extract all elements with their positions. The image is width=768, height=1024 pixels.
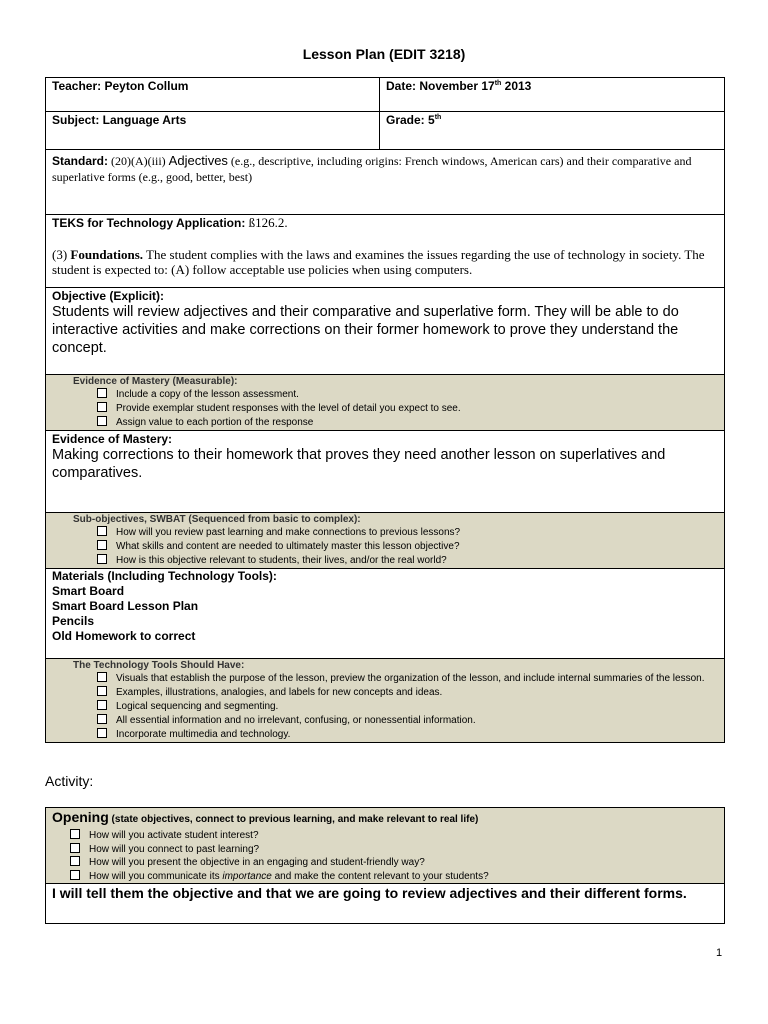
standard-code: (20)(A)(iii) bbox=[108, 154, 169, 168]
checklist-item-text: Provide exemplar student responses with the level of detail you expect to see. bbox=[116, 403, 461, 414]
checklist-item bbox=[70, 856, 718, 870]
checkbox-icon bbox=[97, 540, 107, 550]
checkbox-icon bbox=[97, 672, 107, 682]
page-number: 1 bbox=[716, 947, 723, 959]
checkbox-icon bbox=[97, 416, 107, 426]
checkbox-icon bbox=[97, 714, 107, 724]
subject-field: Subject: Language Arts bbox=[52, 113, 187, 127]
teks-heading: TEKS for Technology Application: ß126.2. bbox=[52, 215, 288, 230]
materials-item: Pencils bbox=[52, 614, 95, 628]
checkbox-icon bbox=[70, 843, 80, 853]
standard-term: Adjectives bbox=[168, 153, 228, 168]
teacher-cell bbox=[46, 78, 380, 112]
mastery-guide-label: Evidence of Mastery (Measurable): bbox=[73, 376, 238, 387]
checkbox-icon bbox=[97, 402, 107, 412]
tools-guide-list bbox=[73, 672, 724, 742]
checklist-item-text: Include a copy of the lesson assessment. bbox=[116, 389, 299, 400]
objective-text: Students will review adjectives and their comparative and superlative form. They will be able to do interactive activities and make corrections on their former homework to prove they understand the concept. bbox=[52, 304, 679, 356]
teks-cell bbox=[46, 215, 725, 288]
checkbox-icon bbox=[97, 526, 107, 536]
materials-item: Old Homework to correct bbox=[52, 629, 196, 643]
checklist-item bbox=[97, 700, 724, 714]
checkbox-icon bbox=[70, 829, 80, 839]
checklist-item-text: Assign value to each portion of the response bbox=[116, 417, 314, 428]
date-cell bbox=[380, 78, 725, 112]
checkbox-icon bbox=[97, 686, 107, 696]
checklist-item bbox=[97, 402, 724, 416]
opening-note: (state objectives, connect to previous learning, and make relevant to real life) bbox=[108, 814, 479, 825]
objective-label: Objective (Explicit): bbox=[52, 289, 165, 303]
mastery-guide-list bbox=[73, 388, 724, 430]
checklist-item-text: Logical sequencing and segmenting. bbox=[116, 701, 279, 712]
checklist-item bbox=[97, 388, 724, 402]
checklist-item bbox=[70, 829, 718, 843]
standard-label: Standard: bbox=[52, 154, 109, 168]
checklist-item bbox=[97, 540, 724, 554]
lesson-plan-table bbox=[45, 77, 725, 743]
checklist-item-text: How will you activate student interest? bbox=[89, 830, 259, 841]
tools-guide-label: The Technology Tools Should Have: bbox=[73, 660, 245, 671]
checklist-item-text: How will you present the objective in an engaging and student-friendly way? bbox=[89, 857, 425, 868]
checklist-item-text: How will you communicate its importance and make the content relevant to your students? bbox=[89, 870, 489, 882]
checklist-item bbox=[70, 870, 718, 884]
checkbox-icon bbox=[70, 870, 80, 880]
checklist-item-text: What skills and content are needed to ultimately master this lesson objective? bbox=[116, 541, 460, 552]
checkbox-icon bbox=[97, 700, 107, 710]
checklist-item-text: Visuals that establish the purpose of the lesson, preview the organization of the lesson, and include internal summaries of the lesson. bbox=[116, 673, 705, 684]
opening-answer-cell bbox=[46, 884, 725, 924]
standard-cell bbox=[46, 150, 725, 215]
mastery-text: Making corrections to their homework that proves they need another lesson on superlatives and comparatives. bbox=[52, 447, 666, 481]
opening-guide-cell bbox=[46, 808, 725, 884]
materials-item: Smart Board bbox=[52, 584, 125, 598]
subobj-guide-label: Sub-objectives, SWBAT (Sequenced from basic to complex): bbox=[73, 514, 361, 525]
tools-guide-cell bbox=[46, 659, 725, 743]
subobj-guide-cell bbox=[46, 513, 725, 569]
mastery-guide-cell bbox=[46, 375, 725, 431]
checkbox-icon bbox=[70, 856, 80, 866]
mastery-label: Evidence of Mastery: bbox=[52, 432, 173, 446]
checklist-item-text: Incorporate multimedia and technology. bbox=[116, 729, 291, 740]
mastery-cell bbox=[46, 431, 725, 513]
checklist-item bbox=[97, 686, 724, 700]
materials-label: Materials (Including Technology Tools): bbox=[52, 569, 277, 583]
materials-cell bbox=[46, 569, 725, 659]
materials-item: Smart Board Lesson Plan bbox=[52, 599, 199, 613]
checklist-item bbox=[97, 728, 724, 742]
opening-answer: I will tell them the objective and that we are going to review adjectives and their different forms. bbox=[52, 885, 687, 901]
subobj-guide-list bbox=[73, 526, 724, 568]
checklist-item-text: All essential information and no irrelevant, confusing, or nonessential information. bbox=[116, 715, 476, 726]
teks-text: (3) Foundations. The student complies with the laws and examines the issues regarding the use of technology in society. The student is expected to: (A) follow acceptable use policies when using computers. bbox=[52, 247, 705, 277]
grade-cell bbox=[380, 112, 725, 150]
activity-label: Activity: bbox=[45, 773, 94, 789]
checklist-item bbox=[97, 554, 724, 568]
subject-cell bbox=[46, 112, 380, 150]
checklist-item-text: How is this objective relevant to students, their lives, and/or the real world? bbox=[116, 555, 447, 566]
checklist-item bbox=[97, 526, 724, 540]
standard-text: (e.g., descriptive, including origins: French windows, American cars) and their comparative and superlative forms (e.g., good, better, best) bbox=[52, 154, 692, 184]
checkbox-icon bbox=[97, 728, 107, 738]
teacher-field: Teacher: Peyton Collum bbox=[52, 79, 189, 93]
opening-guide-list bbox=[52, 829, 718, 883]
objective-cell bbox=[46, 288, 725, 375]
opening-label: Opening bbox=[52, 809, 109, 825]
checklist-item bbox=[97, 714, 724, 728]
checklist-item bbox=[97, 416, 724, 430]
checklist-item bbox=[70, 843, 718, 857]
checkbox-icon bbox=[97, 388, 107, 398]
grade-field: Grade: 5th bbox=[386, 113, 442, 127]
checklist-item bbox=[97, 672, 724, 686]
page-title: Lesson Plan (EDIT 3218) bbox=[302, 46, 466, 62]
opening-table bbox=[45, 807, 725, 924]
checklist-item-text: How will you connect to past learning? bbox=[89, 843, 260, 855]
checkbox-icon bbox=[97, 554, 107, 564]
date-field: Date: November 17th 2013 bbox=[386, 79, 532, 93]
materials-list bbox=[52, 584, 718, 644]
opening-heading bbox=[52, 808, 718, 829]
checklist-item-text: How will you review past learning and make connections to previous lessons? bbox=[116, 527, 461, 538]
checklist-item-text: Examples, illustrations, analogies, and labels for new concepts and ideas. bbox=[116, 687, 443, 698]
